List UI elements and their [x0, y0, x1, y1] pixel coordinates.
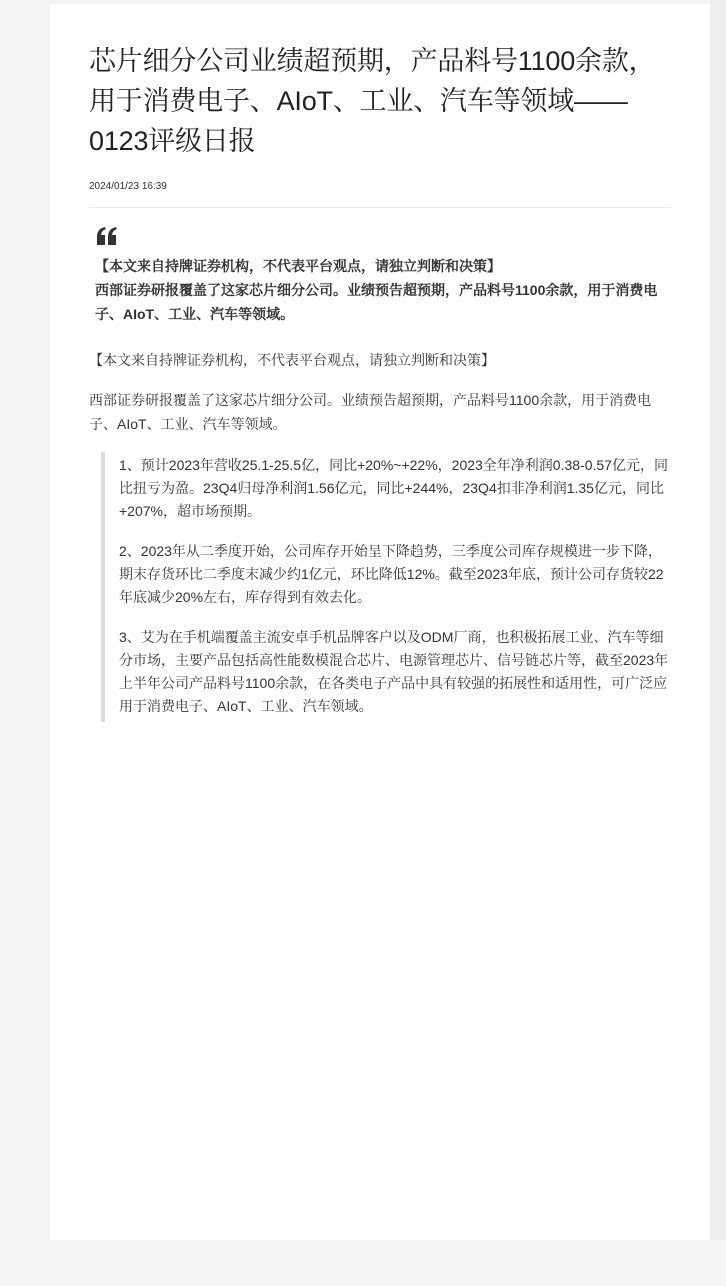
key-point-1: 1、预计2023年营收25.1-25.5亿，同比+20%~+22%，2023全年净利润0.38-0.57亿元，同比扭亏为盈。23Q4归母净利润1.56亿元，同比+244%，23Q4扣非净利润1.35亿元，同比+207%，超市场预期。 — [119, 457, 668, 519]
key-point-3: 3、艾为在手机端覆盖主流安卓手机品牌客户以及ODM厂商，也积极拓展工业、汽车等细分市场，主要产品包括高性能数模混合芯片、电源管理芯片、信号链芯片等，截至2023年上半年公司产品料号1100余款，在各类电子产品中具有较强的拓展性和适用性，可广泛应用于消费电子、AIoT、工业、汽车领域。 — [119, 629, 669, 714]
scrollbar-track[interactable] — [710, 0, 726, 1240]
article-content — [89, 4, 671, 722]
key-point-2: 2、2023年从二季度开始，公司库存开始呈下降趋势，三季度公司库存规模进一步下降，期末存货环比二季度末减少约1亿元，环比降低12%。截至2023年底，预计公司存货较22年底减少20%左右，库存得到有效去化。 — [119, 543, 664, 605]
summary-text: 西部证券研报覆盖了这家芯片细分公司。业绩预告超预期，产品料号1100余款，用于消费电子、AIoT、工业、汽车等领域。 — [95, 282, 658, 322]
title-divider — [89, 207, 671, 208]
summary-disclaimer: 【本文来自持牌证券机构，不代表平台观点，请独立判断和决策】 — [95, 258, 501, 274]
key-points-blockquote — [101, 452, 671, 722]
publish-date: 2024/01/23 16:39 — [89, 181, 167, 192]
disclaimer-paragraph: 【本文来自持牌证券机构，不代表平台观点，请独立判断和决策】 — [89, 352, 495, 368]
article-title: 芯片细分公司业绩超预期，产品料号1100余款，用于消费电子、AIoT、工业、汽车等领域——0123评级日报 — [89, 46, 656, 156]
summary-block — [89, 226, 671, 326]
article-card — [50, 4, 710, 1240]
intro-paragraph: 西部证券研报覆盖了这家芯片细分公司。业绩预告超预期，产品料号1100余款，用于消费电子、AIoT、工业、汽车等领域。 — [89, 392, 652, 432]
quote-icon — [95, 226, 119, 246]
